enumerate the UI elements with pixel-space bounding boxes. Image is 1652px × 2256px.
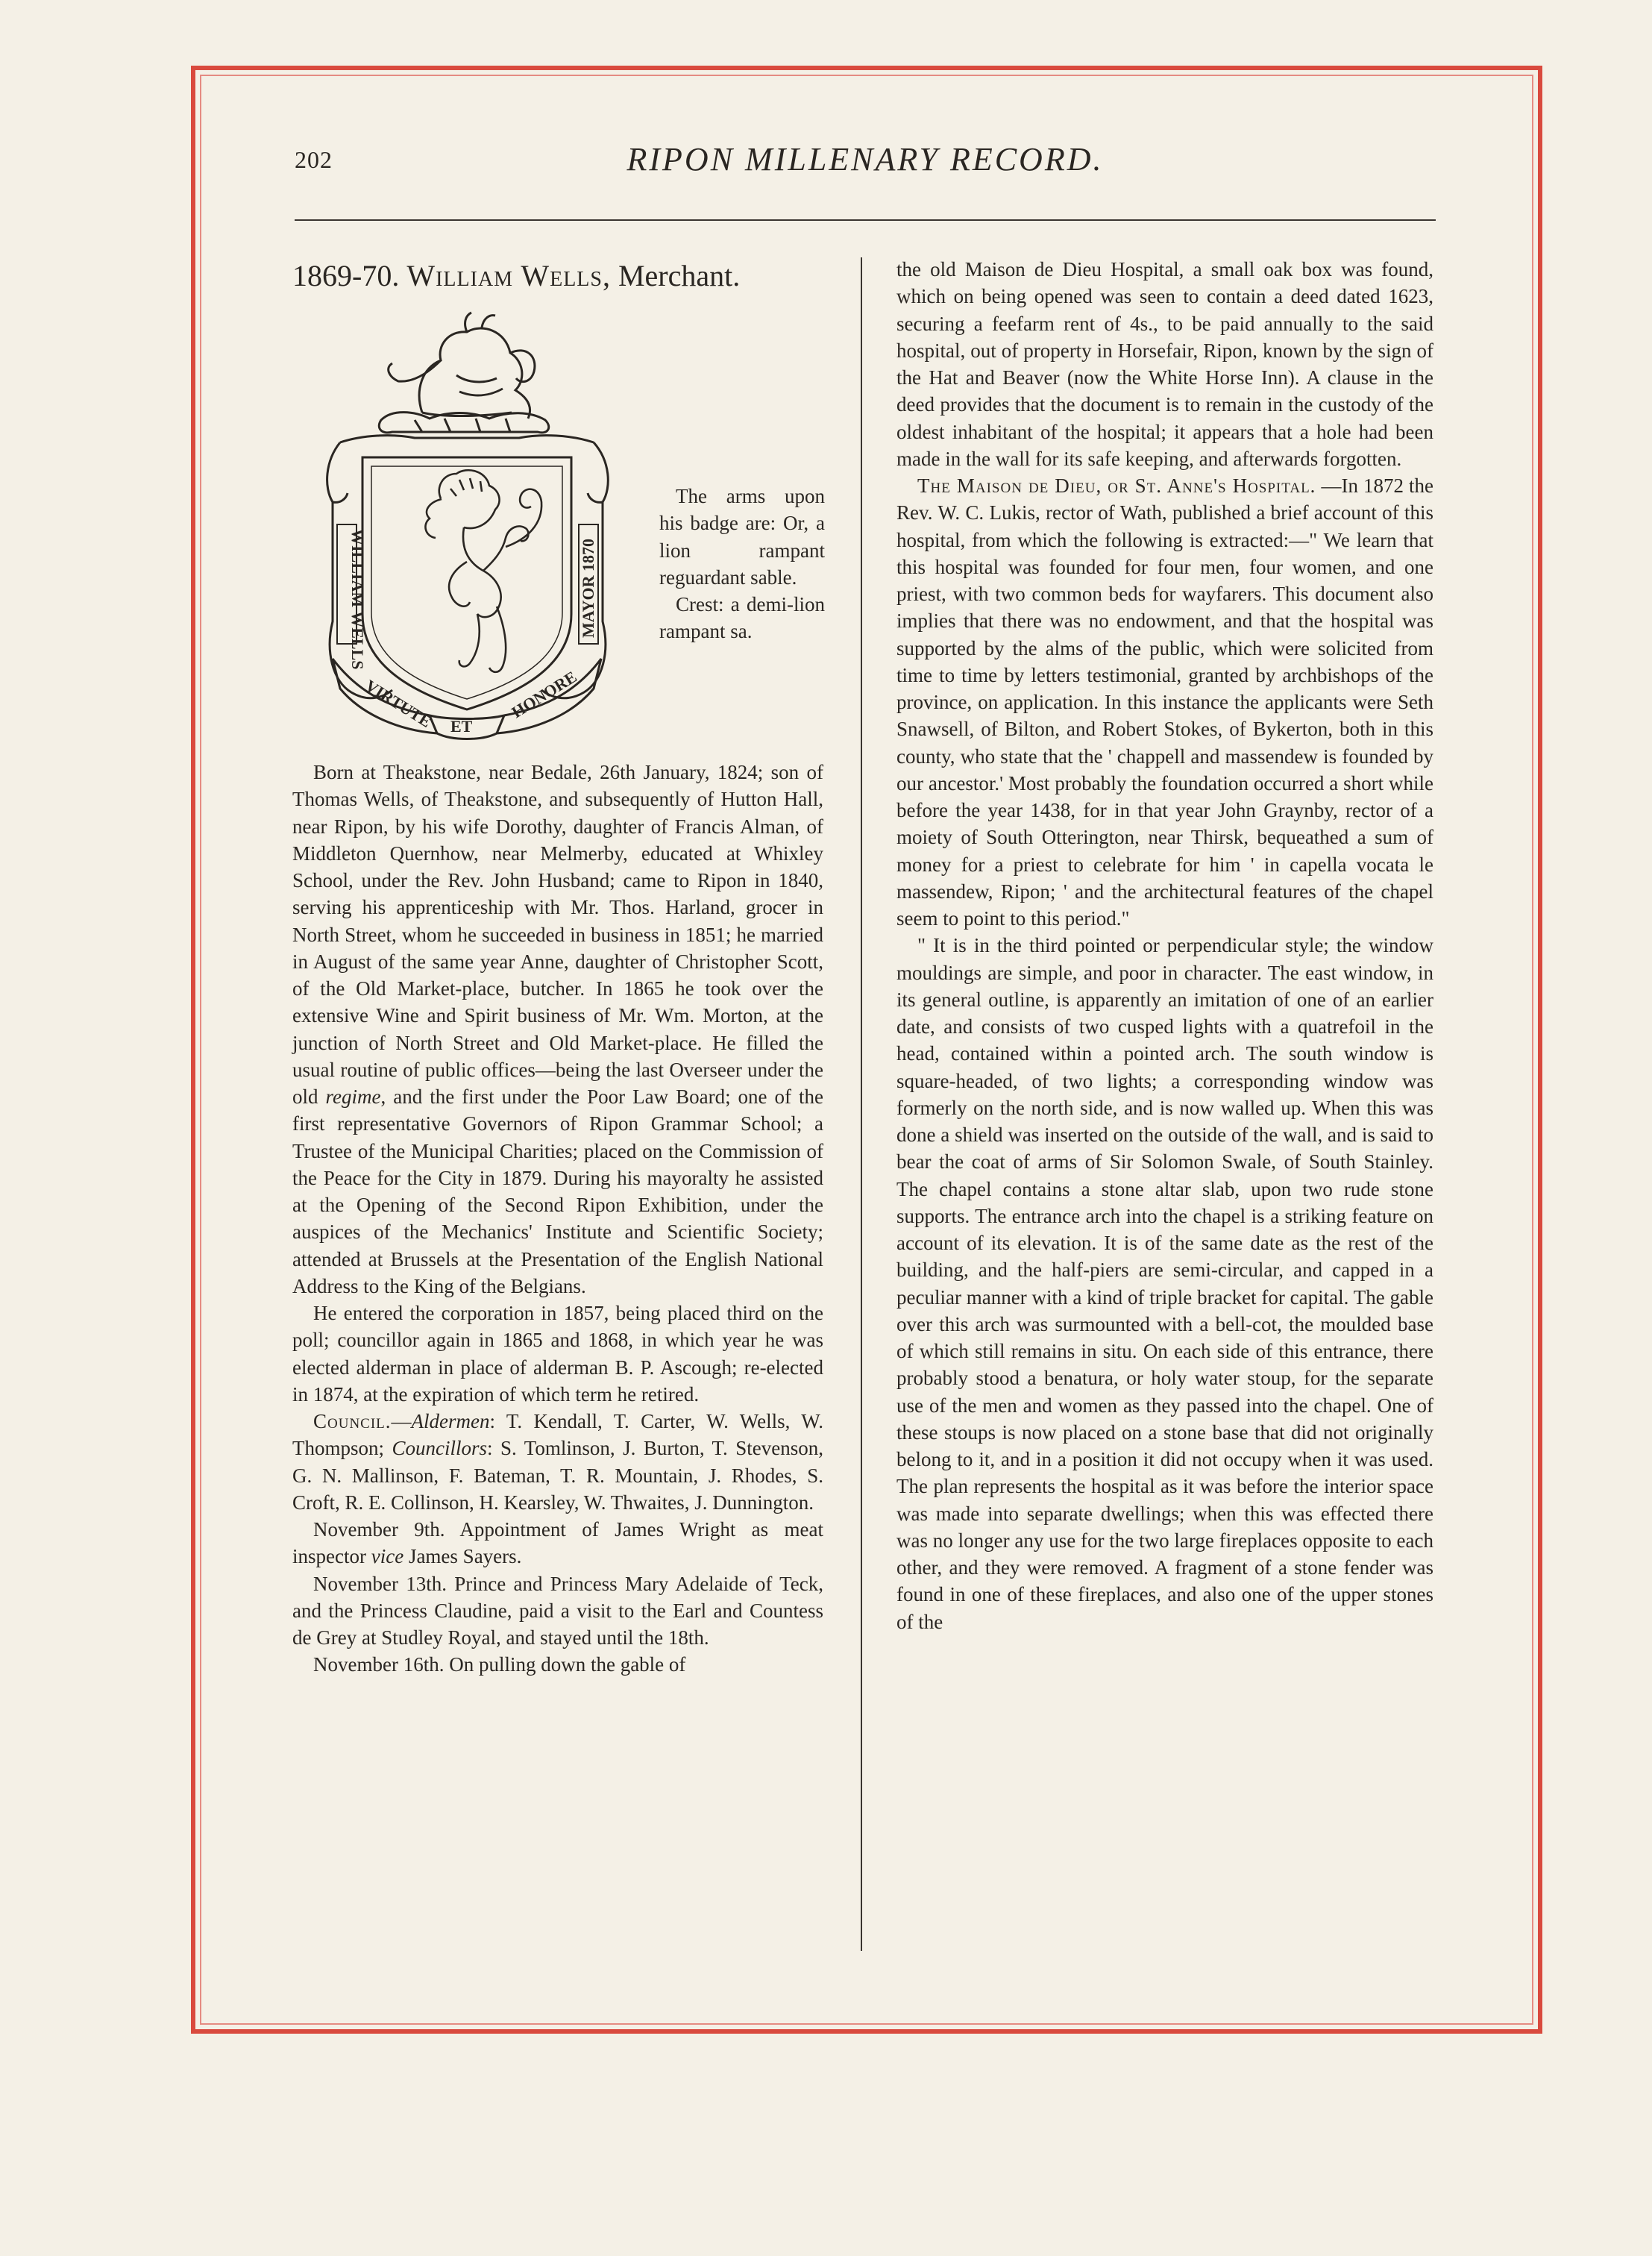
left-column (292, 256, 823, 1679)
biography-paragraph-2: He entered the corporation in 1857, being placed third on the poll; councillor again in 1865 and 1868, in which year he was elected alderman in place of alderman B. P. Ascough; re-elected in 1874, at the expiration of which term he retired. (292, 1302, 823, 1406)
motto-left-text: VIRTUTE (362, 676, 435, 731)
column-divider (861, 257, 862, 1951)
entry-occupation: Merchant. (618, 259, 741, 292)
nov-13-paragraph: November 13th. Prince and Princess Mary Adelaide of Teck, and the Princess Claudine, paid a visit to the Earl and Countess de Grey at Studley Royal, and stayed until the 18th. (292, 1572, 823, 1649)
nov-16-paragraph: November 16th. On pulling down the gable of (313, 1653, 686, 1676)
page-header (295, 140, 1436, 185)
hospital-paragraph: The Maison de Dieu, or St. Anne's Hospital. —In 1872 the Rev. W. C. Lukis, rector of Wath, published a brief account of this hospital, from which the following is extracted:—" We learn that this hospital was founded for four men, four women, and one priest, with two common beds for wayfarers. This document also implies that there was no endowment, and that the hospital was supported by the alms of the public, which were solicited from time to time by letters testimonial, granted by archbishops of the province, on application. In this instance the applicants were Seth Snawsell, of Bilton, and Robert Stokes, of Bykerton, both in this county, who state that the ' chappell and massendew is founded by our ancestor.' Most probably the foundation occurred a short while before the year 1438, for in that year John Graynby, rector of a moiety of South Otterington, near Thirsk, bequeathed a sum of money for a priest to celebrate for him ' in capella vocata le massendew, Ripon; ' and the architectural features of the chapel seem to point to this period." (896, 474, 1433, 930)
crest-lion-icon (389, 313, 535, 419)
entry-years: 1869-70. (292, 259, 400, 292)
coat-of-arms-image (310, 301, 624, 748)
biography-paragraph-1: Born at Theakstone, near Bedale, 26th January, 1824; son of Thomas Wells, of Theakstone, and subsequently of Hutton Hall, near Ripon, by his wife Dorothy, daughter of Francis Alman, of Middleton Quernhow, near Melmerby, educated at Whixley School, under the Rev. John Husband; came to Ripon in 1840, serving his apprenticeship with Mr. Thos. Harland, grocer in North Street, whom he succeeded in business in 1851; he married in August of the same year Anne, daughter of Christopher Scott, of the Old Market-place, butcher. In 1865 he took over the extensive Wine and Spirit business of Mr. Wm. Morton, at the junction of North Street and Old Market-place. He filled the usual routine of public offices—being the last Overseer under the old regime, and the first under the Poor Law Board; one of the first representative Governors of Ripon Grammar School; a Trustee of the Municipal Charities; placed on the Commission of the Peace for the City in 1879. During his mayoralty he assisted at the Opening of the Second Ripon Exhibition, under the auspices of the Mechanics' Institute and Scientific Society; attended at Brussels at the Presentation of the English National Address to the King of the Belgians. (292, 761, 824, 1297)
running-title: RIPON MILLENARY RECORD. (626, 141, 1104, 178)
entry-name: William Wells, (406, 259, 611, 292)
architecture-paragraph: " It is in the third pointed or perpendicular style; the window mouldings are simple, and poor in character. The east window, in its general outline, is apparently an imitation of one of an earlier date, and consists of two cusped lights with a quatrefoil in the head, contained within a pointed arch. The south window is square-headed, of two lights; a corresponding window was formerly on the north side, and is now walled up. When this was done a shield was inserted on the outside of the wall, and is said to bear the coat of arms of Sir Solomon Swale, of South Stainley. The chapel contains a stone altar slab, upon two rude stone supports. The entrance arch into the chapel is a striking feature on account of its elevation. It is of the same date as the rest of the building, and the half-piers are semi-circular, and capped in a peculiar manner with a kind of triple bracket for capital. The gable over this arch was surmounted with a bell-cot, the moulded base of which still remains in situ. On each side of this entrance, there probably stood a benatura, or holy water stoup, for the separate use of the men and women as they passed into the chapel. One of these stoups is now placed on a stone base that did not originally belong to it, and in a position it did not occupy when it was used. The plan represents the hospital as it was before the interior space was made into separate dwellings; when this was effected there was no longer any use for the two large fireplaces opposite to each other, and they were removed. A fragment of a stone fender was found in one of these fireplaces, and also one of the upper stones of the (896, 934, 1433, 1633)
arms-section (292, 301, 823, 748)
entry-heading (292, 256, 823, 296)
right-column (896, 256, 1433, 1635)
arms-blazon: The arms upon his badge are: Or, a lion rampant reguardant sable. (659, 485, 825, 589)
biography (292, 759, 823, 1679)
oak-box-paragraph: the old Maison de Dieu Hospital, a small oak box was found, which on being opened was seen to contain a deed dated 1623, securing a feefarm rent of 4s., to be paid annually to the said hospital, out of property in Horsefair, Ripon, known by the sign of the Hat and Beaver (now the White Horse Inn). A clause in the deed provides that the document is to remain in the custody of the oldest inhabitant of the hospital; it appears that a hole had been made in the wall for its safe keeping, and afterwards forgotten. (896, 258, 1433, 470)
motto-center-text: ET (450, 717, 473, 736)
page-number: 202 (295, 146, 333, 173)
lion-rampant-icon (425, 470, 541, 672)
scroll-right-text: MAYOR 1870 (579, 538, 597, 638)
arms-crest: Crest: a demi-lion rampant sa. (659, 593, 825, 643)
scroll-left-text: WILLIAM WELLS (348, 529, 367, 670)
header-rule (295, 219, 1436, 221)
mantling (327, 442, 609, 698)
nov-9-paragraph: November 9th. Appointment of James Wright as meat inspector vice James Sayers. (292, 1518, 823, 1568)
motto-right-text: HONORE (508, 667, 580, 722)
council-paragraph: Council.—Aldermen: T. Kendall, T. Carter, W. Wells, W. Thompson; Councillors: S. Tomlinson, J. Burton, T. Stevenson, G. N. Mallinson, F. Bateman, T. R. Mountain, J. Rhodes, S. Croft, R. E. Collinson, H. Kearsley, W. Thwaites, J. Dunnington. (292, 1410, 824, 1514)
arms-description (659, 483, 825, 645)
